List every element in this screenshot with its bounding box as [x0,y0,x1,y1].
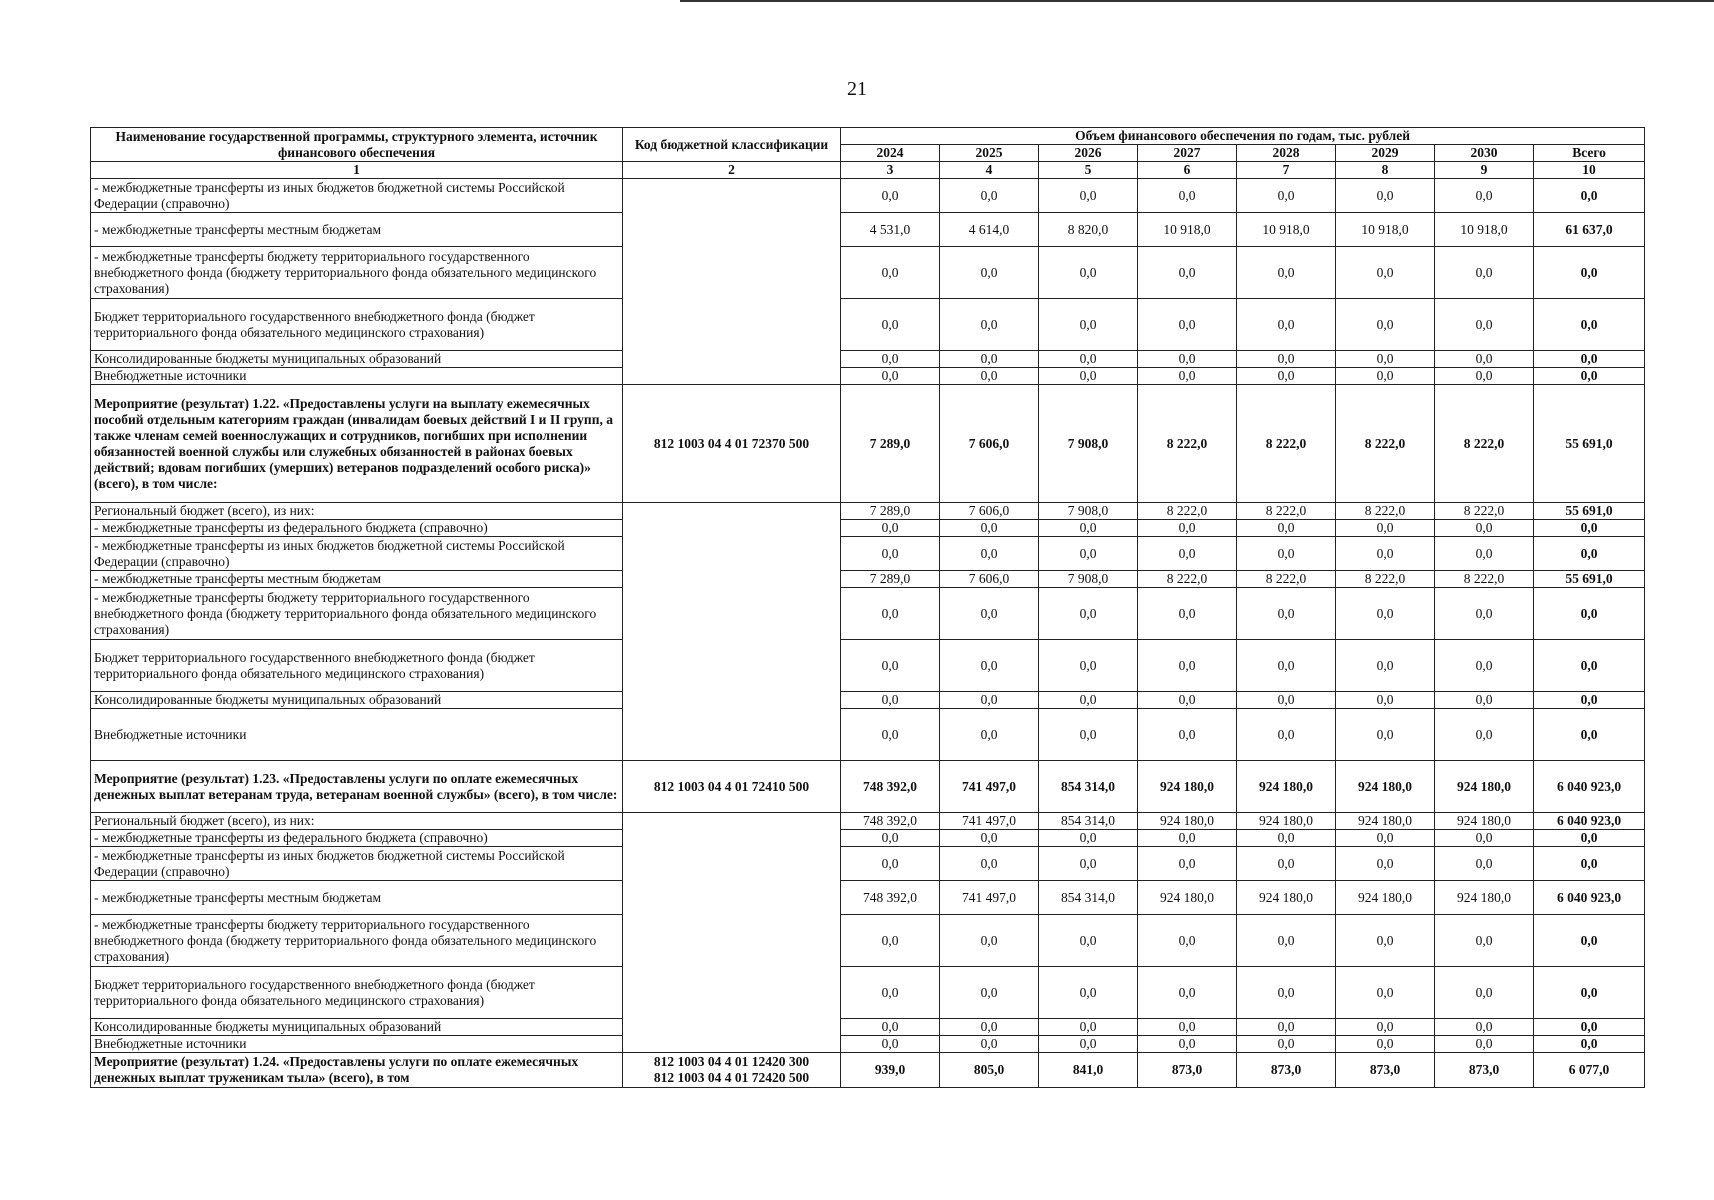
value-cell: 924 180,0 [1237,881,1336,915]
page-top-rule [680,0,1714,2]
value-cell: 0,0 [1336,179,1435,213]
value-cell: 0,0 [1336,915,1435,967]
value-cell: 7 908,0 [1039,385,1138,503]
value-cell: 0,0 [940,179,1039,213]
value-cell: 0,0 [1039,368,1138,385]
value-cell: 0,0 [1237,692,1336,709]
value-cell: 0,0 [1138,967,1237,1019]
value-cell: 924 180,0 [1435,881,1534,915]
code-cell-empty [623,503,841,761]
value-cell: 0,0 [1039,351,1138,368]
value-cell: 8 222,0 [1336,385,1435,503]
value-cell: 873,0 [1138,1053,1237,1088]
value-cell: 0,0 [841,588,940,640]
value-cell: 0,0 [1237,588,1336,640]
value-cell: 0,0 [1237,830,1336,847]
value-cell: 0,0 [1237,537,1336,571]
row-name: - межбюджетные трансферты бюджету территориального государственного внебюджетного фонда (бюджету территориального фонда обязательного медицинского страхования) [91,588,623,640]
total-cell: 55 691,0 [1534,571,1645,588]
value-cell: 0,0 [1435,537,1534,571]
value-cell: 0,0 [940,368,1039,385]
value-cell: 0,0 [1336,520,1435,537]
value-cell: 924 180,0 [1138,761,1237,813]
value-cell: 7 289,0 [841,385,940,503]
value-cell: 0,0 [1336,1036,1435,1053]
row-name: Консолидированные бюджеты муниципальных образований [91,1019,623,1036]
value-cell: 8 222,0 [1237,385,1336,503]
header-year: 2024 [841,145,940,162]
total-cell: 0,0 [1534,709,1645,761]
value-cell: 0,0 [940,299,1039,351]
header-year: 2025 [940,145,1039,162]
value-cell: 0,0 [1039,1019,1138,1036]
value-cell: 4 531,0 [841,213,940,247]
row-name: Внебюджетные источники [91,709,623,761]
value-cell: 0,0 [1237,520,1336,537]
value-cell: 924 180,0 [1435,813,1534,830]
value-cell: 0,0 [841,1019,940,1036]
total-cell: 0,0 [1534,368,1645,385]
value-cell: 854 314,0 [1039,881,1138,915]
value-cell: 0,0 [1435,967,1534,1019]
value-cell: 741 497,0 [940,761,1039,813]
total-cell: 0,0 [1534,247,1645,299]
value-cell: 0,0 [1435,1036,1534,1053]
value-cell: 924 180,0 [1336,881,1435,915]
code-cell-empty [623,179,841,385]
measure-row [91,761,1645,813]
value-cell: 0,0 [1237,967,1336,1019]
row-name: Бюджет территориального государственного внебюджетного фонда (бюджет территориального фонда обязательного медицинского страхования) [91,967,623,1019]
value-cell: 0,0 [1237,1036,1336,1053]
value-cell: 924 180,0 [1336,813,1435,830]
value-cell: 0,0 [841,640,940,692]
col-number: 1 [91,162,623,179]
value-cell: 0,0 [1435,847,1534,881]
col-number: 2 [623,162,841,179]
value-cell: 0,0 [940,1036,1039,1053]
value-cell: 7 908,0 [1039,571,1138,588]
total-cell: 0,0 [1534,915,1645,967]
value-cell: 0,0 [1336,692,1435,709]
value-cell: 873,0 [1237,1053,1336,1088]
value-cell: 0,0 [1237,299,1336,351]
table-row [91,351,1645,368]
value-cell: 0,0 [1039,520,1138,537]
value-cell: 8 222,0 [1138,503,1237,520]
table-row [91,588,1645,640]
value-cell: 0,0 [1039,299,1138,351]
total-cell: 0,0 [1534,847,1645,881]
table-row [91,503,1645,520]
value-cell: 0,0 [940,247,1039,299]
value-cell: 0,0 [1435,299,1534,351]
row-name: Консолидированные бюджеты муниципальных образований [91,351,623,368]
value-cell: 0,0 [1336,847,1435,881]
table-row [91,709,1645,761]
value-cell: 0,0 [1237,640,1336,692]
value-cell: 0,0 [940,847,1039,881]
total-cell: 0,0 [1534,537,1645,571]
value-cell: 0,0 [1039,537,1138,571]
value-cell: 0,0 [1435,368,1534,385]
value-cell: 0,0 [1336,830,1435,847]
value-cell: 0,0 [841,351,940,368]
header-year: 2030 [1435,145,1534,162]
table-row [91,368,1645,385]
value-cell: 0,0 [841,915,940,967]
col-number: 4 [940,162,1039,179]
value-cell: 0,0 [1237,709,1336,761]
value-cell: 0,0 [1435,588,1534,640]
value-cell: 0,0 [1138,830,1237,847]
header-year: 2029 [1336,145,1435,162]
value-cell: 0,0 [841,299,940,351]
budget-code: 812 1003 04 4 01 72370 500 [653,435,810,451]
value-cell: 0,0 [1435,640,1534,692]
value-cell: 0,0 [1336,588,1435,640]
table-row [91,571,1645,588]
value-cell: 0,0 [1435,1019,1534,1036]
value-cell: 0,0 [1039,640,1138,692]
total-cell: 55 691,0 [1534,503,1645,520]
value-cell: 0,0 [1435,520,1534,537]
total-cell: 55 691,0 [1534,385,1645,503]
value-cell: 0,0 [1336,351,1435,368]
value-cell: 0,0 [841,709,940,761]
value-cell: 0,0 [1336,1019,1435,1036]
total-cell: 0,0 [1534,830,1645,847]
value-cell: 7 908,0 [1039,503,1138,520]
value-cell: 0,0 [841,1036,940,1053]
value-cell: 8 222,0 [1237,503,1336,520]
value-cell: 0,0 [1138,709,1237,761]
value-cell: 0,0 [841,537,940,571]
row-name: Внебюджетные источники [91,368,623,385]
table-row [91,520,1645,537]
row-name: Региональный бюджет (всего), из них: [91,503,623,520]
row-name: - межбюджетные трансферты местным бюджетам [91,213,623,247]
table-row [91,1019,1645,1036]
value-cell: 0,0 [1336,299,1435,351]
row-name: Мероприятие (результат) 1.22. «Предоставлены услуги на выплату ежемесячных пособий отдельным категориям граждан (инвалидам боевых действий I и II групп, а также членам семей военнослужащих и сотрудников, погибших при исполнении обязанностей военной службы или служебных обязанностей в районах боевых действий; вдовам погибших (умерших) ветеранов подразделений особого риска)» (всего), в том числе: [91,385,623,503]
value-cell: 0,0 [1138,640,1237,692]
value-cell: 0,0 [1039,1036,1138,1053]
total-cell: 0,0 [1534,299,1645,351]
row-name: Региональный бюджет (всего), из них: [91,813,623,830]
value-cell: 7 606,0 [940,571,1039,588]
value-cell: 0,0 [1039,709,1138,761]
total-cell: 0,0 [1534,520,1645,537]
value-cell: 8 222,0 [1435,385,1534,503]
total-cell: 0,0 [1534,967,1645,1019]
value-cell: 0,0 [841,830,940,847]
header-code: Код бюджетной классификации [623,128,841,162]
value-cell: 8 222,0 [1138,385,1237,503]
value-cell: 0,0 [1336,247,1435,299]
value-cell: 748 392,0 [841,881,940,915]
value-cell: 0,0 [1237,247,1336,299]
table-row [91,813,1645,830]
budget-code: 812 1003 04 4 01 12420 300 [653,1054,810,1069]
value-cell: 748 392,0 [841,761,940,813]
value-cell: 0,0 [1039,247,1138,299]
value-cell: 0,0 [1138,179,1237,213]
value-cell: 8 820,0 [1039,213,1138,247]
value-cell: 7 289,0 [841,503,940,520]
value-cell: 0,0 [940,709,1039,761]
value-cell: 0,0 [940,967,1039,1019]
value-cell: 0,0 [1138,915,1237,967]
col-number: 10 [1534,162,1645,179]
table-row [91,640,1645,692]
total-cell: 6 040 923,0 [1534,813,1645,830]
value-cell: 10 918,0 [1336,213,1435,247]
value-cell: 0,0 [1039,692,1138,709]
value-cell: 0,0 [1336,709,1435,761]
value-cell: 748 392,0 [841,813,940,830]
table-row [91,247,1645,299]
budget-code-cell [623,761,841,813]
value-cell: 873,0 [1336,1053,1435,1088]
value-cell: 0,0 [841,179,940,213]
table-row [91,537,1645,571]
row-name: - межбюджетные трансферты из иных бюджетов бюджетной системы Российской Федерации (справочно) [91,847,623,881]
total-cell: 6 040 923,0 [1534,761,1645,813]
value-cell: 0,0 [940,588,1039,640]
value-cell: 8 222,0 [1336,503,1435,520]
value-cell: 10 918,0 [1138,213,1237,247]
row-name: Внебюджетные источники [91,1036,623,1053]
table-row [91,1036,1645,1053]
value-cell: 0,0 [1138,247,1237,299]
value-cell: 7 606,0 [940,503,1039,520]
value-cell: 0,0 [1138,368,1237,385]
value-cell: 0,0 [940,1019,1039,1036]
total-cell: 6 040 923,0 [1534,881,1645,915]
value-cell: 0,0 [1039,830,1138,847]
header-total: Всего [1534,145,1645,162]
value-cell: 10 918,0 [1435,213,1534,247]
row-name: - межбюджетные трансферты бюджету территориального государственного внебюджетного фонда (бюджету территориального фонда обязательного медицинского страхования) [91,247,623,299]
value-cell: 0,0 [940,830,1039,847]
value-cell: 0,0 [841,520,940,537]
total-cell: 0,0 [1534,588,1645,640]
value-cell: 0,0 [940,351,1039,368]
budget-code: 812 1003 04 4 01 72410 500 [653,778,810,794]
table-row [91,967,1645,1019]
value-cell: 8 222,0 [1138,571,1237,588]
value-cell: 0,0 [1039,588,1138,640]
value-cell: 0,0 [940,520,1039,537]
value-cell: 0,0 [1237,368,1336,385]
table-row [91,179,1645,213]
value-cell: 0,0 [1435,830,1534,847]
value-cell: 924 180,0 [1138,813,1237,830]
value-cell: 0,0 [841,368,940,385]
value-cell: 7 289,0 [841,571,940,588]
value-cell: 0,0 [1138,1019,1237,1036]
value-cell: 924 180,0 [1138,881,1237,915]
row-name: Консолидированные бюджеты муниципальных образований [91,692,623,709]
value-cell: 0,0 [1237,915,1336,967]
table-row [91,830,1645,847]
value-cell: 0,0 [1138,537,1237,571]
total-cell: 0,0 [1534,179,1645,213]
value-cell: 924 180,0 [1237,813,1336,830]
measure-row [91,1053,1645,1088]
financing-table [90,127,1645,1088]
row-name: - межбюджетные трансферты бюджету территориального государственного внебюджетного фонда (бюджету территориального фонда обязательного медицинского страхования) [91,915,623,967]
header-year: 2026 [1039,145,1138,162]
value-cell: 0,0 [1138,299,1237,351]
col-number: 9 [1435,162,1534,179]
value-cell: 854 314,0 [1039,813,1138,830]
table-row [91,213,1645,247]
value-cell: 0,0 [1336,640,1435,692]
row-name: - межбюджетные трансферты из иных бюджетов бюджетной системы Российской Федерации (справочно) [91,179,623,213]
total-cell: 0,0 [1534,351,1645,368]
row-name: Мероприятие (результат) 1.24. «Предоставлены услуги по оплате ежемесячных денежных выплат труженикам тыла» (всего), в том [91,1053,623,1088]
value-cell: 0,0 [1237,179,1336,213]
row-name: - межбюджетные трансферты из иных бюджетов бюджетной системы Российской Федерации (справочно) [91,537,623,571]
total-cell: 0,0 [1534,692,1645,709]
total-cell: 0,0 [1534,1036,1645,1053]
value-cell: 0,0 [1237,351,1336,368]
row-name: - межбюджетные трансферты из федерального бюджета (справочно) [91,830,623,847]
value-cell: 0,0 [1138,1036,1237,1053]
value-cell: 0,0 [841,692,940,709]
total-cell: 6 077,0 [1534,1053,1645,1088]
header-name: Наименование государственной программы, структурного элемента, источник финансового обеспечения [91,128,623,162]
value-cell: 0,0 [1138,692,1237,709]
value-cell: 0,0 [1336,368,1435,385]
col-number: 7 [1237,162,1336,179]
value-cell: 4 614,0 [940,213,1039,247]
value-cell: 0,0 [841,847,940,881]
table-row [91,692,1645,709]
col-number: 8 [1336,162,1435,179]
value-cell: 873,0 [1435,1053,1534,1088]
col-number: 6 [1138,162,1237,179]
col-number: 5 [1039,162,1138,179]
value-cell: 0,0 [1435,247,1534,299]
value-cell: 7 606,0 [940,385,1039,503]
table-row [91,847,1645,881]
code-cell-empty [623,813,841,1053]
row-name: Бюджет территориального государственного внебюджетного фонда (бюджет территориального фонда обязательного медицинского страхования) [91,640,623,692]
value-cell: 741 497,0 [940,881,1039,915]
col-number: 3 [841,162,940,179]
value-cell: 0,0 [1039,915,1138,967]
value-cell: 0,0 [1435,179,1534,213]
row-name: - межбюджетные трансферты местным бюджетам [91,881,623,915]
value-cell: 0,0 [1039,967,1138,1019]
value-cell: 0,0 [940,692,1039,709]
budget-code: 812 1003 04 4 01 72420 500 [653,1070,810,1085]
header-year: 2027 [1138,145,1237,162]
budget-code-cell [623,1053,841,1088]
row-name: Бюджет территориального государственного внебюджетного фонда (бюджет территориального фонда обязательного медицинского страхования) [91,299,623,351]
value-cell: 0,0 [1039,179,1138,213]
value-cell: 854 314,0 [1039,761,1138,813]
value-cell: 0,0 [1039,847,1138,881]
value-cell: 0,0 [841,967,940,1019]
value-cell: 0,0 [1138,520,1237,537]
total-cell: 61 637,0 [1534,213,1645,247]
row-name: - межбюджетные трансферты из федерального бюджета (справочно) [91,520,623,537]
value-cell: 8 222,0 [1435,503,1534,520]
value-cell: 8 222,0 [1336,571,1435,588]
table-row [91,299,1645,351]
value-cell: 924 180,0 [1435,761,1534,813]
measure-row [91,385,1645,503]
value-cell: 939,0 [841,1053,940,1088]
value-cell: 924 180,0 [1237,761,1336,813]
value-cell: 0,0 [940,640,1039,692]
total-cell: 0,0 [1534,1019,1645,1036]
value-cell: 8 222,0 [1237,571,1336,588]
value-cell: 0,0 [841,247,940,299]
table-row [91,915,1645,967]
value-cell: 0,0 [940,537,1039,571]
value-cell: 0,0 [1138,847,1237,881]
header-volume: Объем финансового обеспечения по годам, тыс. рублей [841,128,1645,145]
value-cell: 741 497,0 [940,813,1039,830]
value-cell: 10 918,0 [1237,213,1336,247]
budget-code-cell [623,385,841,503]
value-cell: 0,0 [1435,709,1534,761]
table-row [91,881,1645,915]
value-cell: 841,0 [1039,1053,1138,1088]
value-cell: 0,0 [1138,588,1237,640]
total-cell: 0,0 [1534,640,1645,692]
value-cell: 0,0 [1138,351,1237,368]
value-cell: 0,0 [1435,351,1534,368]
row-name: Мероприятие (результат) 1.23. «Предоставлены услуги по оплате ежемесячных денежных выплат ветеранам труда, ветеранам военной службы» (всего), в том числе: [91,761,623,813]
page-number: 21 [847,78,867,100]
value-cell: 0,0 [1336,537,1435,571]
value-cell: 0,0 [940,915,1039,967]
value-cell: 0,0 [1435,915,1534,967]
value-cell: 0,0 [1336,967,1435,1019]
header-year: 2028 [1237,145,1336,162]
value-cell: 924 180,0 [1336,761,1435,813]
value-cell: 0,0 [1237,1019,1336,1036]
row-name: - межбюджетные трансферты местным бюджетам [91,571,623,588]
value-cell: 8 222,0 [1435,571,1534,588]
value-cell: 805,0 [940,1053,1039,1088]
value-cell: 0,0 [1435,692,1534,709]
value-cell: 0,0 [1237,847,1336,881]
